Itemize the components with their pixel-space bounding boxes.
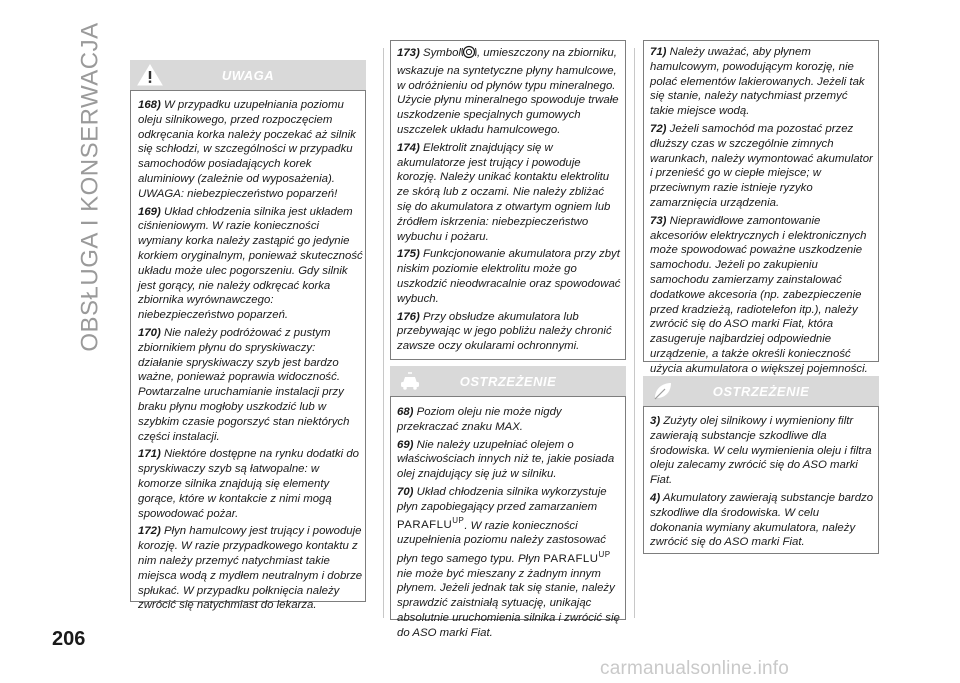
notice-notes-col3: [650, 45, 874, 380]
warning-notes-col1: [138, 98, 363, 616]
column-divider-2: [634, 48, 635, 618]
notice-header-title-middle: OSTRZEŻENIE: [459, 373, 557, 389]
warning-triangle-icon: [130, 60, 170, 90]
note-4: 4) Akumulatory zawierają substancje bardzo szkodliwe dla środowiska. W celu dokonania wymiany akumulatora, należy zwrócić się do ASO marki Fiat.: [650, 491, 874, 549]
note-176: 176) Przy obsłudze akumulatora lub przebywając w jego pobliżu należy chronić zawsze oczy okularami ochronnymi.: [397, 310, 612, 353]
note-70: 70) Układ chłodzenia silnika wykorzystuje płyn zapobiegający przed zamarzaniem $PARAFLU^{UP}$. W razie konieczności uzupełnienia poziomu należy zastosować płyn tego samego typu. Płyn $PARAFLU^{UP}$ nie może być mieszany z żadnym innym płynem. Jeżeli jednak tak się stanie, należy sprawdzić zaistniałą sytuację, unikając absolutnie uruchomienia silnika i zwrócić się do ASO marki Fiat.: [397, 485, 620, 639]
note-168: 168) W przypadku uzupełniania poziomu oleju silnikowego, przed rozpoczęciem odkręcania korka należy poczekać aż silnik się schłodzi, w szczególności w przypadku samochodów posiadających korek aluminiowy (zależnie od wyposażenia). UWAGA: niebezpieczeństwo poparzeń!: [138, 99, 356, 200]
note-68: 68) Poziom oleju nie może nigdy przekraczać znaku MAX.: [397, 406, 562, 433]
section-side-title: [77, 22, 104, 352]
section-side-title-text: OBSŁUGA I KONSERWACJA: [77, 22, 104, 352]
car-notice-icon: [390, 366, 430, 396]
note-171: 171) Niektóre dostępne na rynku dodatki do spryskiwaczy szyb są łatwopalne: w komorze silnika znajdują się elementy gorące, które w kontakcie z nimi mogą spowodować pożar.: [138, 448, 360, 520]
brake-fluid-symbol-icon: [461, 45, 477, 64]
note-72: 72) Jeżeli samochód ma pozostać przez dłuższy czas w szczególnie zimnych warunkach, należy wymontować akumulator i przenieść go w ciepłe miejsce; w przeciwnym razie istnieje ryzyko zamarznięcia urządzenia.: [650, 122, 873, 209]
notice-header-title-right: OSTRZEŻENIE: [712, 383, 810, 399]
note-172: 172) Płyn hamulcowy jest trujący i powoduje korozję. W razie przypadkowego kontaktu z nim należy przemyć natychmiast takie miejsca wodą z mydłem neutralnym i dobrze spłukać. W przypadku połknięcia należy zwrócić się natychmiast do lekarza.: [138, 525, 363, 612]
note-73: 73) Nieprawidłowe zamontowanie akcesoriów elektrycznych i elektronicznych może spowodować poważne uszkodzenie samochodu. Jeżeli po zakupieniu samochodu zamierzamy zainstalować dodatkowe akcesoria (np. zabezpieczenie przed kradzieżą, radiotelefon itp.), należy zwrócić się do ASO marki Fiat, która zasugeruje najbardziej odpowiednie urządzenie, a także określi konieczność użycia akumulatora o większej pojemności.: [650, 214, 868, 375]
note-173: 173) Symbol , umieszczony na zbiorniku, wskazuje na syntetyczne płyny hamulcowe, w odróżnieniu od płynów typu mineralnego. Użycie płynu mineralnego spowoduje trwałe uszkodzenie specjalnych gumowych uszczelek układu hamulcowego.: [397, 47, 619, 136]
brand-paraflu: $PARAFLU^{UP}$: [543, 549, 611, 565]
page-number: 206: [52, 628, 86, 650]
note-69: 69) Nie należy uzupełniać olejem o właściwościach innych niż te, jakie posiada olej znajdujący się już w silniku.: [397, 438, 615, 481]
note-170: 170) Nie należy podróżować z pustym zbiornikiem płynu do spryskiwaczy: działanie spryskiwaczy szyb jest bardzo ważne, ponieważ poprawia widoczność. Powtarzalne uruchamianie instalacji przy braku płynu mogłoby uszkodzić lub w szybkim czasie pogorszyć stan niektórych części instalacji.: [138, 326, 350, 443]
notice-notes-col2: [397, 405, 621, 644]
notice-header-right: [643, 376, 879, 406]
environment-leaf-icon: [643, 376, 683, 406]
note-71: 71) Należy uważać, aby płynem hamulcowym, powodującym korozję, nie polać elementów lakierowanych. Jeżeli tak się stanie, należy natychmiast przemyć takie miejsce wodą.: [650, 46, 865, 118]
warning-header: [130, 60, 366, 90]
column-divider-1: [383, 48, 384, 618]
brand-paraflu: $PARAFLU^{UP}$: [397, 516, 465, 532]
warning-header-title: UWAGA: [221, 67, 275, 83]
watermark-text: carmanualsonline.info: [600, 658, 790, 679]
notice-header-middle: [390, 366, 626, 396]
notice-notes-col3-env: [650, 414, 874, 553]
note-3: 3) Zużyty olej silnikowy i wymieniony filtr zawierają substancje szkodliwe dla środowiska. W celu wymienienia oleju i filtra oleju zalecamy zwrócić się do ASO marki Fiat.: [650, 415, 872, 487]
note-169: 169) Układ chłodzenia silnika jest układem ciśnieniowym. W razie konieczności wymiany korka należy zastąpić go jedynie korkiem oryginalnym, ponieważ skuteczność układu może ulec pogorszeniu. Gdy silnik jest gorący, nie należy odkręcać korka zbiornika wyrównawczego: niebezpieczeństwo poparzeń.: [138, 205, 363, 322]
note-175: 175) Funkcjonowanie akumulatora przy zbyt niskim poziomie elektrolitu może go uszkodzić nieodwracalnie oraz spowodować wybuch.: [397, 248, 621, 305]
warning-notes-col2: [397, 45, 621, 357]
note-174: 174) Elektrolit znajdujący się w akumulatorze jest trujący i powoduje korozję. Należy unikać kontaktu elektrolitu ze skórą lub z oczami. Nie należy zbliżać się do akumulatora z otwartym ogniem lub źródłem iskrzenia: niebezpieczeństwo wybuchu i pożaru.: [397, 141, 611, 243]
